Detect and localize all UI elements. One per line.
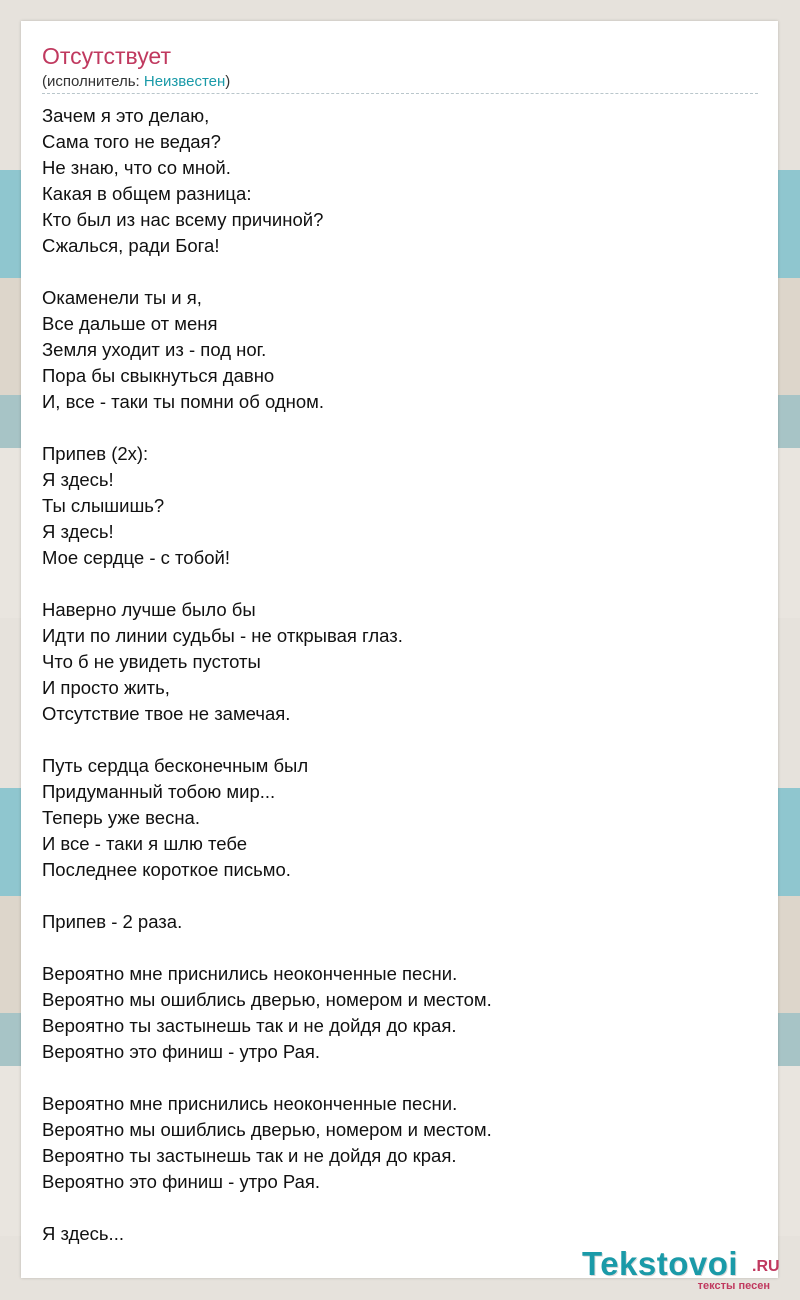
logo-tld: .RU	[752, 1258, 780, 1275]
artist-suffix: )	[225, 73, 231, 90]
site-logo[interactable]	[582, 1246, 792, 1292]
artist-link[interactable]: Неизвестен	[143, 73, 226, 90]
artist-line	[42, 72, 230, 92]
lyrics-text: Зачем я это делаю, Сама того не ведая? Не знаю, что со мной. Какая в общем разница: Кто был из нас всему причиной? Сжалься, ради Бога! Окаменели ты и я, Все дальше от меня Земля уходит из - под ног. Пора бы свыкнуться давно И, все - таки ты помни об одном. Припев (2x): Я здесь! Ты слышишь? Я здесь! Мое сердце - с тобой! Наверно лучше было бы Идти по линии судьбы - не открывая глаз. Что б не увидеть пустоты И просто жить, Отсутствие твое не замечая. Путь сердца бесконечным был Придуманный тобою мир... Теперь уже весна. И все - таки я шлю тебе Последнее короткое письмо. Припев - 2 раза. Вероятно мне приснились неоконченные песни. Вероятно мы ошиблись дверью, номером и местом. Вероятно ты застынешь так и не дойдя до края. Вероятно это финиш - утро Рая. Вероятно мне приснились неоконченные песни. Вероятно мы ошиблись дверью, номером и местом. Вероятно ты застынешь так и не дойдя до края. Вероятно это финиш - утро Рая. Я здесь...	[42, 105, 492, 1244]
artist-prefix: (исполнитель:	[42, 73, 144, 90]
song-title: Отсутствует	[42, 43, 171, 69]
logo-tagline: тексты песен	[697, 1280, 770, 1292]
logo-name: Tekstovoi	[582, 1245, 739, 1282]
divider	[42, 93, 758, 94]
lyrics-card	[21, 21, 778, 1278]
